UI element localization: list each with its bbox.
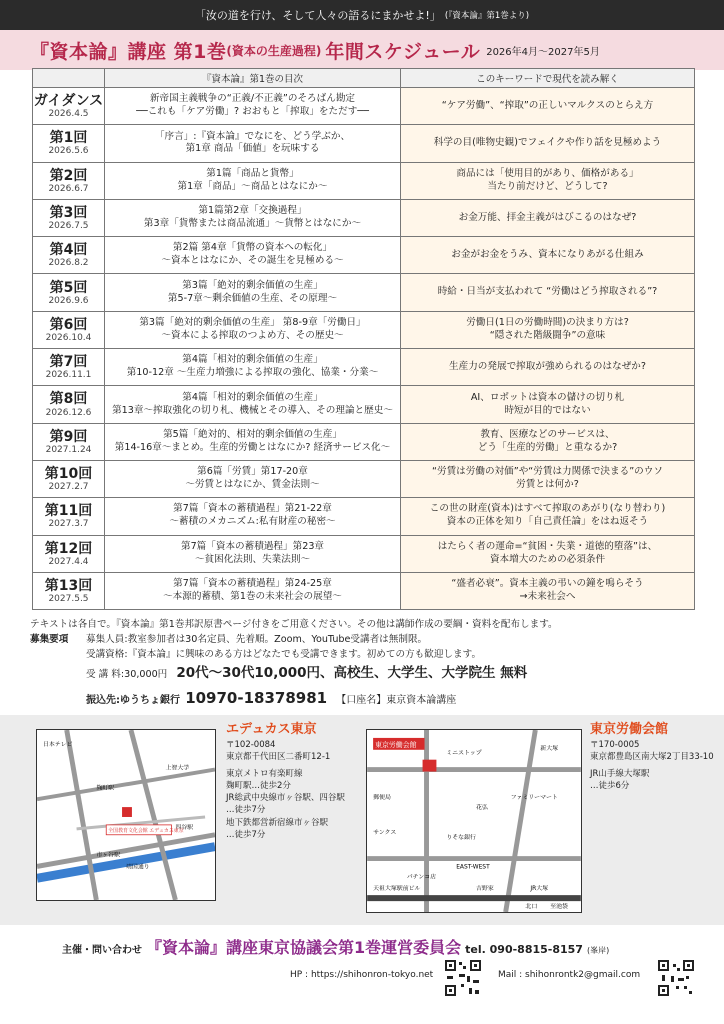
venue-educas-zip: 〒102-0084 bbox=[226, 739, 276, 750]
session-date: 2026.5.6 bbox=[48, 146, 89, 157]
table-row bbox=[33, 199, 695, 236]
session-cell bbox=[33, 274, 105, 311]
map-rodo-drawing bbox=[367, 730, 581, 912]
title-sub: (資本の生産過程) bbox=[226, 43, 322, 58]
session-date: 2026.6.7 bbox=[48, 183, 89, 194]
table-row bbox=[33, 125, 695, 162]
top-quote-bar bbox=[0, 0, 724, 30]
session-name: 第1回 bbox=[49, 130, 88, 147]
venue-rodo-kaikan bbox=[590, 722, 720, 792]
map-educas-marker bbox=[122, 807, 132, 817]
session-name: 第9回 bbox=[49, 428, 88, 445]
venue-educas-access-6: …徒歩7分 bbox=[226, 830, 266, 841]
map1-label-d: 四谷駅 bbox=[175, 823, 194, 831]
session-cell bbox=[33, 237, 105, 274]
map2-label-h: 北口 bbox=[525, 903, 538, 911]
title-period: 2026年4月〜2027年5月 bbox=[486, 46, 600, 58]
session-cell bbox=[33, 460, 105, 497]
contents-cell: 第2篇 第4章「貨幣の資本への転化」 〜資本とはなにか、その誕生を見極める〜 bbox=[105, 237, 401, 274]
contents-cell: 第4篇「相対的剰余価値の生産」 第13章〜搾取強化の切り札、機械とその導入、その理論と歴史〜 bbox=[105, 386, 401, 423]
quote-text: 「汝の道を行け、そして人々の語るにまかせよ!」 bbox=[194, 9, 441, 22]
schedule-body bbox=[33, 88, 695, 610]
map1-label-e: 市ヶ谷駅 bbox=[96, 851, 121, 859]
map1-label-f: 靖国通り bbox=[126, 863, 150, 871]
session-cell bbox=[33, 199, 105, 236]
footer bbox=[0, 925, 724, 1024]
session-name: 第7回 bbox=[49, 354, 88, 371]
session-date: 2027.5.5 bbox=[48, 594, 89, 605]
contents-cell: 第5篇「絶対的、相対的剰余価値の生産」 第14-16章〜まとめ。生産的労働とはなにか? 経済サービス化〜 bbox=[105, 423, 401, 460]
session-name: 第11回 bbox=[44, 503, 93, 520]
session-cell bbox=[33, 125, 105, 162]
keywords-cell: 労働日(1日の労働時間)の決まり方は? “隠された階級闘争”の意味 bbox=[401, 311, 695, 348]
map1-label-b: 麹町駅 bbox=[96, 784, 115, 792]
contents-cell: 第7篇「資本の蓄積過程」第21-22章 〜蓄積のメカニズム:私有財産の秘密〜 bbox=[105, 498, 401, 535]
host-tel-note: (峯岸) bbox=[586, 946, 610, 955]
table-row bbox=[33, 311, 695, 348]
venue-rodo-zip: 〒170-0005 bbox=[590, 739, 640, 750]
session-date: 2027.4.4 bbox=[48, 556, 89, 567]
session-name: 第3回 bbox=[49, 204, 88, 221]
qr-code-mail-icon[interactable] bbox=[656, 958, 696, 998]
quote-source: (『資本論』第1巻より) bbox=[444, 11, 530, 21]
session-date: 2027.3.7 bbox=[48, 519, 89, 530]
recruit-label: 募集要項 bbox=[30, 633, 69, 645]
table-row bbox=[33, 162, 695, 199]
session-name: 第12回 bbox=[44, 540, 93, 557]
fee-label: 受 講 料:30,000円 bbox=[86, 668, 168, 680]
session-cell bbox=[33, 311, 105, 348]
fee-line bbox=[86, 663, 700, 684]
venue-educas-name: エデュカス東京 bbox=[226, 722, 317, 737]
homepage-link[interactable]: HP : https://shihonron-tokyo.net bbox=[290, 970, 434, 980]
contents-cell: 新帝国主義戦争の“正義/不正義”のそろばん勘定 ──これも「ケア労働」? おおもと「搾取」をただす── bbox=[105, 88, 401, 125]
keywords-cell: AI、ロボットは資本の儲けの切り札 時短が目的ではない bbox=[401, 386, 695, 423]
map2-label-g: JR大塚 bbox=[530, 885, 549, 893]
session-cell bbox=[33, 349, 105, 386]
session-name: 第2回 bbox=[49, 167, 88, 184]
keywords-cell: 科学の目(唯物史観)でフェイクや作り話を見極めよう bbox=[401, 125, 695, 162]
table-row bbox=[33, 460, 695, 497]
map-rodo-kaikan bbox=[366, 729, 582, 913]
venue-educas-access-2: 麹町駅…徒歩2分 bbox=[226, 780, 291, 791]
recruit-line-1: 募集人員:教室参加者は30名定員、先着順。Zoom、YouTube受講者は無制限。 bbox=[86, 633, 428, 645]
map1-label-g: 全国教育文化会館 エデュカス東京 bbox=[108, 827, 184, 834]
map1-label-c: 上智大学 bbox=[165, 764, 190, 772]
title-tail: 年間スケジュール bbox=[325, 40, 481, 63]
keywords-cell: “ケア労働”、“搾取”の正しいマルクスのとらえ方 bbox=[401, 88, 695, 125]
session-cell bbox=[33, 498, 105, 535]
table-header-contents: 『資本論』第1巻の目次 bbox=[105, 69, 401, 88]
table-row bbox=[33, 423, 695, 460]
table-row bbox=[33, 572, 695, 609]
bank-label: 振込先:ゆうちょ銀行 bbox=[86, 694, 180, 706]
contents-cell: 第3篇「絶対的剰余価値の生産」 第5-7章〜剰余価値の生産、その原理〜 bbox=[105, 274, 401, 311]
venue-educas-access-1: 東京メトロ有楽町線 bbox=[226, 768, 303, 779]
qr-code-homepage-icon[interactable] bbox=[443, 958, 483, 998]
keywords-cell: お金がお金をうみ、資本になりあがる仕組み bbox=[401, 237, 695, 274]
keywords-cell: 商品には「使用目的があり、価格がある」 当たり前だけど、どうして? bbox=[401, 162, 695, 199]
venue-rodo-address: 東京都豊島区南大塚2丁目33-10 bbox=[590, 752, 714, 763]
contents-cell: 「序言」:『資本論』でなにを、どう学ぶか、 第1章 商品「価値」を玩味する bbox=[105, 125, 401, 162]
venue-educas-address: 東京都千代田区二番町12-1 bbox=[226, 752, 331, 763]
session-date: 2026.9.6 bbox=[48, 295, 89, 306]
venue-rodo-name: 東京労働会館 bbox=[590, 722, 669, 737]
session-date: 2027.1.24 bbox=[45, 444, 92, 455]
venue-educas-access-4: …徒歩7分 bbox=[226, 805, 266, 816]
session-date: 2026.12.6 bbox=[45, 407, 92, 418]
session-date: 2026.4.5 bbox=[48, 109, 89, 120]
recruit-body bbox=[86, 633, 700, 710]
map-educas-drawing bbox=[37, 730, 215, 900]
session-cell bbox=[33, 88, 105, 125]
table-header-keywords: このキーワードで現代を読み解く bbox=[401, 69, 695, 88]
session-name: 第8回 bbox=[49, 391, 88, 408]
map-educas bbox=[36, 729, 216, 901]
keywords-cell: お金万能、拝金主義がはびこるのはなぜ? bbox=[401, 199, 695, 236]
contents-cell: 第1篇第2章「交換過程」 第3章「貨幣または商品流通」〜貨幣とはなにか〜 bbox=[105, 199, 401, 236]
contents-cell: 第4篇「相対的剰余価値の生産」 第10-12章 〜生産力増強による搾取の強化、協業・分業〜 bbox=[105, 349, 401, 386]
map1-label-a: 日本テレビ bbox=[42, 740, 73, 748]
session-name: ガイダンス bbox=[33, 93, 104, 110]
recruit-block bbox=[30, 633, 700, 710]
session-name: 第6回 bbox=[49, 316, 88, 333]
bank-number: 10970-18378981 bbox=[185, 688, 328, 707]
session-cell bbox=[33, 423, 105, 460]
contents-cell: 第7篇「資本の蓄積過程」第24-25章 〜本源的蓄積、第1巻の未来社会の展望〜 bbox=[105, 572, 401, 609]
keywords-cell: 生産力の発展で搾取が強められるのはなぜか? bbox=[401, 349, 695, 386]
notes-section bbox=[30, 618, 700, 710]
host-label: 主催・問い合わせ bbox=[62, 945, 142, 956]
session-cell bbox=[33, 386, 105, 423]
map2-label-a: ミニストップ bbox=[446, 749, 482, 757]
contents-cell: 第1篇「商品と貨幣」 第1章「商品」〜商品とはなにか〜 bbox=[105, 162, 401, 199]
map2-label-venue: 東京労働会館 bbox=[375, 740, 417, 749]
table-row bbox=[33, 498, 695, 535]
session-name: 第13回 bbox=[44, 577, 93, 594]
table-row bbox=[33, 274, 695, 311]
session-date: 2026.8.2 bbox=[48, 258, 89, 269]
map2-label-k: りそな銀行 bbox=[446, 833, 476, 841]
host-org: 『資本論』講座東京協議会第1巻運営委員会 bbox=[146, 938, 462, 957]
session-cell bbox=[33, 535, 105, 572]
session-name: 第5回 bbox=[49, 279, 88, 296]
venue-rodo-access-2: …徒歩6分 bbox=[590, 780, 630, 791]
map2-label-c: 花弘 bbox=[475, 804, 488, 812]
fee-discount: 20代〜30代10,000円、高校生、大学生、大学院生 無料 bbox=[176, 664, 528, 681]
contents-cell: 第7篇「資本の蓄積過程」第23章 〜貧困化法則、失業法則〜 bbox=[105, 535, 401, 572]
title-main: 『資本論』講座 第1巻 bbox=[30, 40, 227, 63]
session-cell bbox=[33, 162, 105, 199]
table-row bbox=[33, 237, 695, 274]
contents-cell: 第6篇「労賃」第17-20章 〜労賃とはなにか、賃金法則〜 bbox=[105, 460, 401, 497]
keywords-cell: 時給・日当が支払われて “労働はどう搾取される”? bbox=[401, 274, 695, 311]
host-tel: tel. 090-8815-8157 bbox=[465, 943, 583, 956]
map2-label-d: パチンコ店 bbox=[406, 873, 437, 881]
map-rodo-marker bbox=[423, 760, 437, 772]
text-note: テキストは各自で。『資本論』第1巻邦訳原書ページ付きをご用意ください。その他は講師作成の要綱・資料を配布します。 bbox=[30, 619, 558, 630]
session-date: 2027.2.7 bbox=[48, 482, 89, 493]
map2-label-l: 郵便局 bbox=[373, 794, 391, 802]
keywords-cell: この世の財産(資本)はすべて搾取のあがり(なり替わり) 資本の正体を知り「自己責任論」をはね返そう bbox=[401, 498, 695, 535]
map2-label-j: サンクス bbox=[373, 828, 397, 836]
table-row bbox=[33, 88, 695, 125]
map2-label-m: EAST-WEST bbox=[456, 863, 490, 871]
contents-cell: 第3篇「絶対的剰余価値の生産」 第8-9章「労働日」 〜資本による搾取のつよめ方、その歴史〜 bbox=[105, 311, 401, 348]
title-bar bbox=[0, 30, 724, 70]
session-name: 第10回 bbox=[44, 466, 93, 483]
session-cell bbox=[33, 572, 105, 609]
recruit-line-2: 受講資格:『資本論』に興味のある方はどなたでも受講できます。初めての方も歓迎します。 bbox=[86, 648, 482, 660]
table-row bbox=[33, 349, 695, 386]
mail-link[interactable]: Mail : shihonrontk2@gmail.com bbox=[498, 970, 641, 980]
host-line bbox=[62, 935, 609, 958]
map2-label-e: 天祖大塚駅前ビル bbox=[373, 885, 421, 893]
session-date: 2026.7.5 bbox=[48, 221, 89, 232]
map2-label-b: ファミリーマート bbox=[510, 794, 558, 802]
table-header-blank bbox=[33, 69, 105, 88]
venue-rodo-access-1: JR山手線大塚駅 bbox=[590, 768, 650, 779]
keywords-cell: 教育、医療などのサービスは、 どう「生産的労働」と重なるか? bbox=[401, 423, 695, 460]
bank-line bbox=[86, 687, 700, 710]
map2-label-f: 吉野家 bbox=[475, 885, 494, 893]
table-header-row bbox=[33, 69, 695, 88]
keywords-cell: “労賃は労働の対価”や“労賃は力関係で決まる”のウソ 労賃とは何か? bbox=[401, 460, 695, 497]
schedule-table bbox=[32, 68, 695, 610]
table-row bbox=[33, 535, 695, 572]
map2-label-n: 新大塚 bbox=[540, 744, 559, 752]
bank-account: 【口座名】東京資本論講座 bbox=[336, 694, 457, 706]
venue-educas bbox=[226, 722, 361, 841]
table-row bbox=[33, 386, 695, 423]
map2-label-i: 至池袋 bbox=[550, 903, 568, 911]
session-name: 第4回 bbox=[49, 242, 88, 259]
session-date: 2026.11.1 bbox=[45, 370, 92, 381]
session-date: 2026.10.4 bbox=[45, 332, 92, 343]
keywords-cell: はたらく者の運命=“貧困・失業・道徳的堕落”は、 資本増大のための必須条件 bbox=[401, 535, 695, 572]
venue-educas-access-5: 地下鉄都営新宿線市ヶ谷駅 bbox=[226, 817, 329, 828]
keywords-cell: “盛者必衰”。資本主義の弔いの鐘を鳴らそう →未来社会へ bbox=[401, 572, 695, 609]
venue-educas-access-3: JR総武中央線市ヶ谷駅、四谷駅 bbox=[226, 793, 345, 804]
